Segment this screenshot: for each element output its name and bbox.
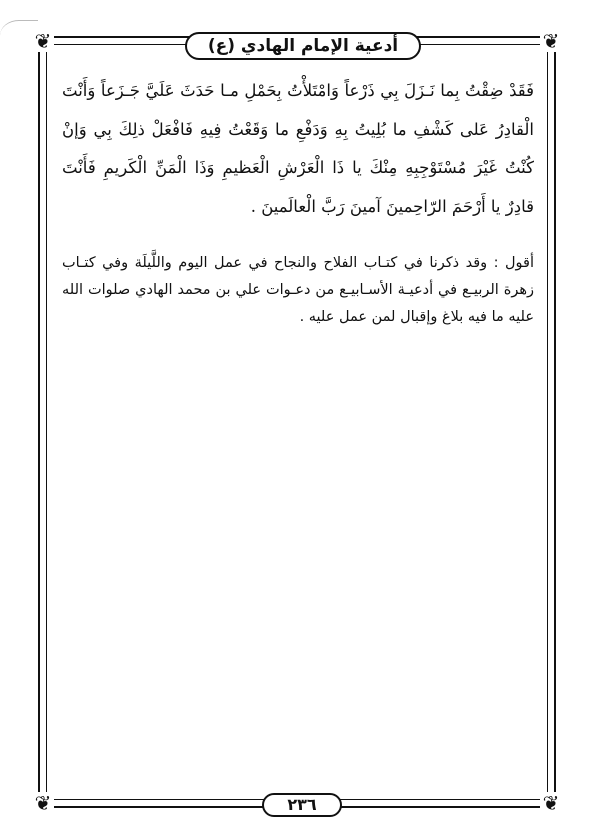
corner-ornament-icon: ❦ (540, 792, 562, 814)
page-content (62, 72, 534, 331)
corner-ornament-icon: ❦ (32, 792, 54, 814)
author-note-paragraph: أقول : وقد ذكرنا في كتـاب الفلاح والنجاح في عمل اليوم واللَّيلَة وفي كتـاب زهرة الربيـع في أدعيـة الأسـابيـع من دعـوات علي بن محمد الهادي صلوات الله عليه ما فيه بلاغ وإقبال لمن عمل عليه . (62, 255, 534, 325)
prayer-paragraph: فَقَدْ ضِقْتُ بِما نَـزَلَ بِي ذَرْعاً وَامْتَلأْتُ بِحَمْلِ مـا حَدَثَ عَلَيَّ جَـزَعاً وَأَنْتَ الْقادِرُ عَلى كَشْفِ ما بُلِيتُ بِهِ وَدَفْعِ ما وَقَعْتُ فِيهِ فَافْعَلْ ذلِكَ بِي وَإنْ كُنْتُ غَيْرَ مُسْتَوْجِبِهِ مِنْكَ يا ذَا الْعَرْشِ الْعَظيمِ وَذَا الْمَنِّ الْكَريمِ فَأَنْتَ قادِرٌ يا أَرْحَمَ الرّاحِمينَ آمينَ رَبَّ الْعالَمينَ . (62, 81, 534, 216)
corner-ornament-icon: ❦ (540, 30, 562, 52)
page-number: ٢٣٦ (262, 793, 342, 817)
page-title: أدعية الإمام الهادي (ع) (185, 32, 421, 60)
corner-ornament-icon: ❦ (32, 30, 54, 52)
